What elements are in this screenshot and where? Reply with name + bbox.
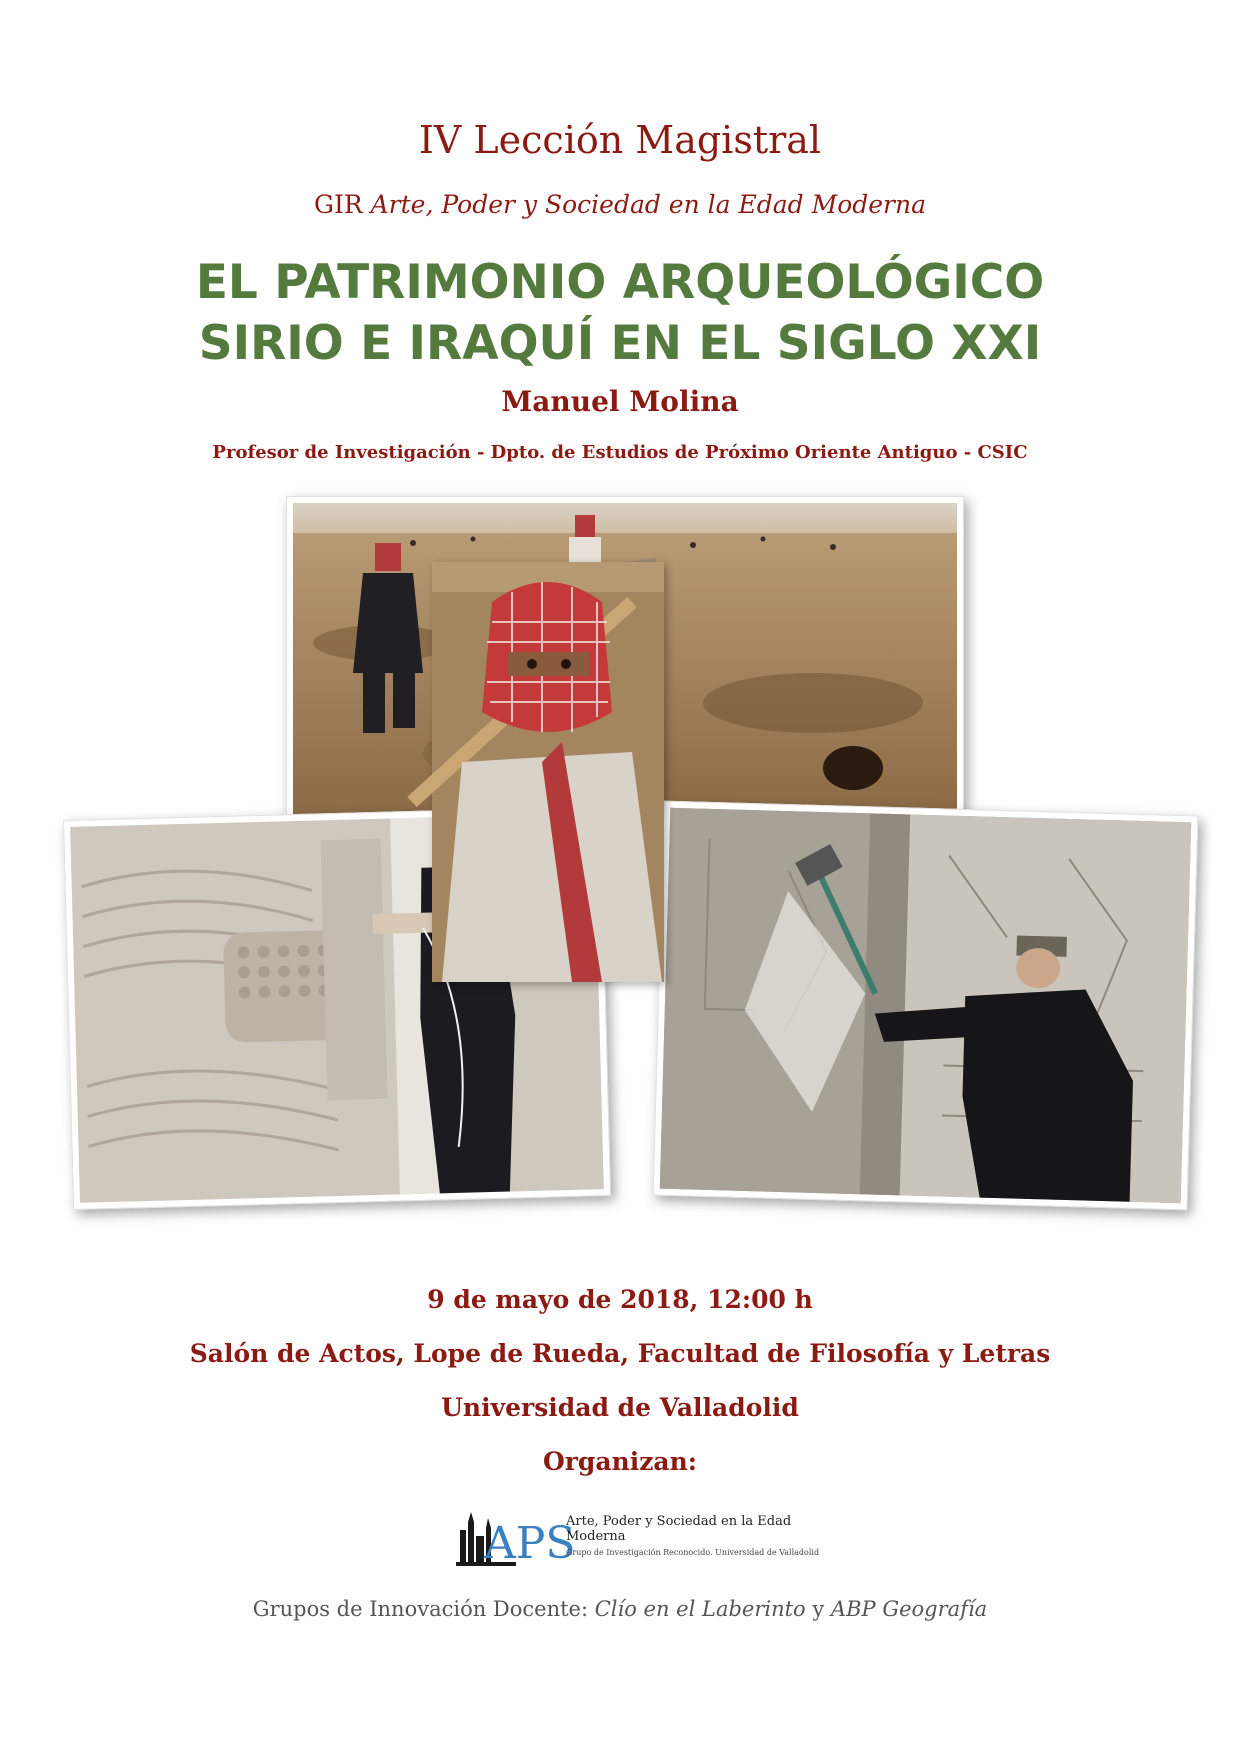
event-venue: Salón de Actos, Lope de Rueda, Facultad de Filosofía y Letras: [189, 1339, 1051, 1368]
speaker-affiliation: Profesor de Investigación - Dpto. de Estudios de Próximo Oriente Antiguo - CSIC: [212, 442, 1028, 463]
innovation-group-1: Clío en el Laberinto: [594, 1597, 806, 1621]
event-university: Universidad de Valladolid: [441, 1393, 799, 1422]
lecture-series: IV Lección Magistral: [418, 118, 822, 162]
relief-scene: [660, 808, 1191, 1203]
logo-subtitle: Grupo de Investigación Reconocido. Universidad de Valladolid: [566, 1548, 820, 1557]
logo-name: Arte, Poder y Sociedad en la Edad Moderna: [566, 1514, 792, 1544]
group-prefix: GIR: [313, 190, 371, 219]
innovation-group-2: ABP Geografía: [830, 1597, 988, 1621]
innovation-groups: [0, 1597, 1240, 1621]
logo-letters: APS: [484, 1518, 576, 1569]
speaker-name: Manuel Molina: [501, 385, 739, 418]
research-group-line: [0, 190, 1240, 219]
keffiyeh-figure: [432, 562, 664, 982]
aps-logo-mark: [456, 1500, 576, 1570]
title-line-1: EL PATRIMONIO ARQUEOLÓGICO: [195, 255, 1045, 310]
title-line-2: SIRIO E IRAQUÍ EN EL SIGLO XXI: [198, 316, 1042, 371]
group-name: Arte, Poder y Sociedad en la Edad Moderna: [370, 190, 927, 219]
innovation-joiner: y: [805, 1597, 831, 1621]
aps-logo: [456, 1500, 820, 1570]
photo-relief-smashing: [653, 801, 1199, 1211]
innovation-prefix: Grupos de Innovación Docente:: [252, 1597, 595, 1621]
event-date: 9 de mayo de 2018, 12:00 h: [427, 1285, 813, 1314]
lecture-title: [0, 252, 1240, 374]
photo-man-keffiyeh: [432, 562, 664, 982]
organizers-label: Organizan:: [542, 1447, 698, 1476]
